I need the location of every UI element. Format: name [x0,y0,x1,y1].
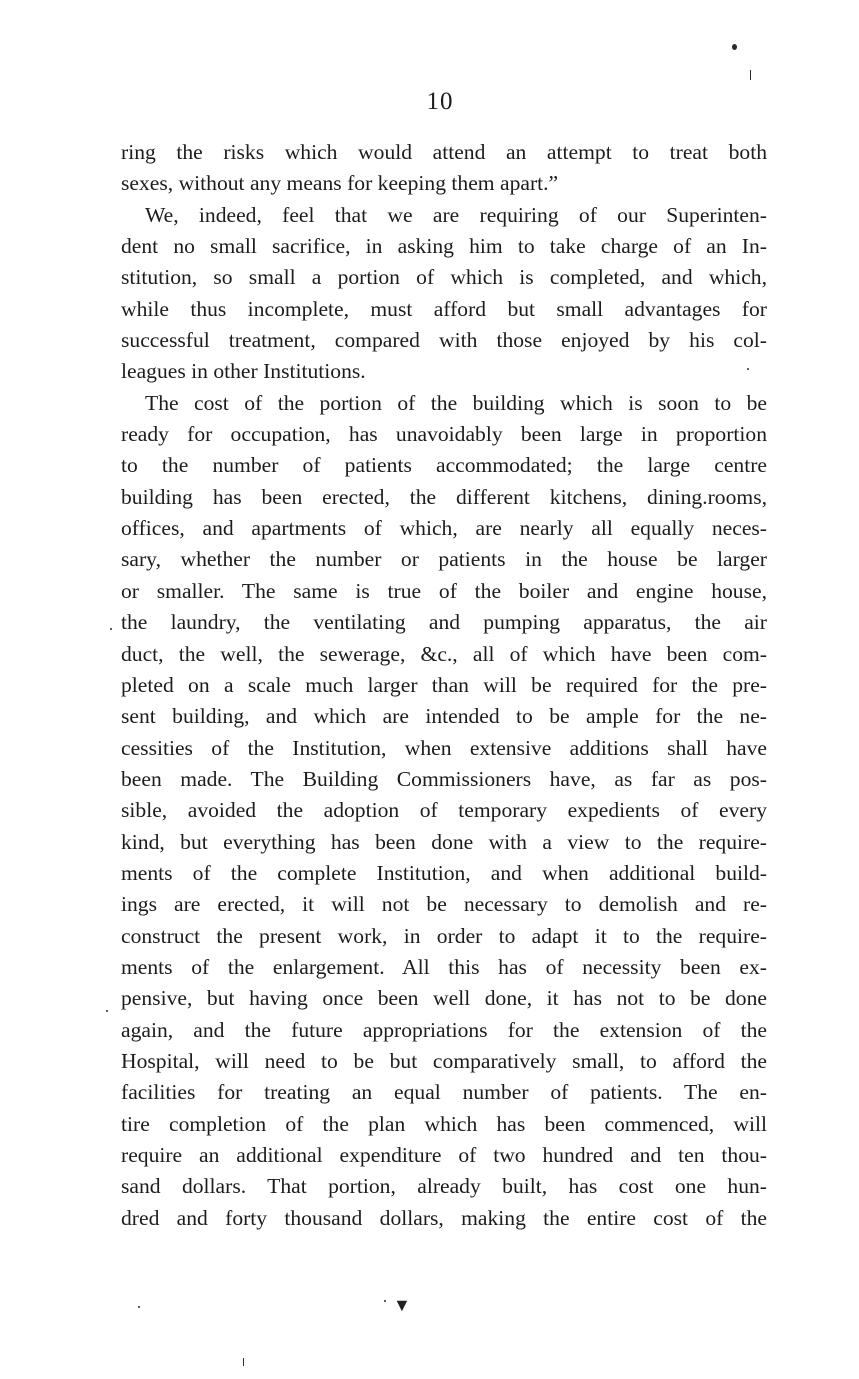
text-line: been made. The Building Commissioners have, as far as pos- [121,766,767,791]
text-line: while thus incomplete, must afford but small advantages for [121,296,767,321]
print-speck [110,628,112,630]
text-line: duct, the well, the sewerage, &c., all of which have been com- [121,641,767,666]
text-line: pleted on a scale much larger than will be required for the pre- [121,672,767,697]
page-number: 10 [426,88,454,115]
text-line: ready for occupation, has unavoidably been large in proportion [121,422,767,447]
text-line: again, and the future appropriations for the extension of the [121,1017,767,1042]
print-speck [750,70,751,80]
text-line: successful treatment, compared with those enjoyed by his col- [121,328,767,353]
text-line: dent no small sacrifice, in asking him to take charge of an In- [121,234,767,259]
text-line: Hospital, will need to be but comparatively small, to afford the [121,1048,767,1073]
print-speck [106,1010,108,1012]
text-line: offices, and apartments of which, are nearly all equally neces- [121,516,767,541]
text-line: We, indeed, feel that we are requiring of our Superinten- [145,202,767,227]
text-line: sible, avoided the adoption of temporary expedients of every [121,798,767,823]
text-line: ring the risks which would attend an attempt to treat both [121,140,767,164]
text-line: the laundry, the ventilating and pumping apparatus, the air [121,610,767,635]
text-line: stitution, so small a portion of which is completed, and which, [121,265,767,290]
text-line: cessities of the Institution, when extensive additions shall have [121,735,767,760]
print-speck [243,1358,244,1366]
text-line: ings are erected, it will not be necessary to demolish and re- [121,892,767,917]
text-line: leagues in other Institutions. [121,359,366,384]
text-line: sexes, without any means for keeping them apart.” [121,171,559,196]
print-speck [732,44,737,50]
text-line: ments of the complete Institution, and when additional build- [121,860,767,885]
text-line: building has been erected, the different kitchens, dining.rooms, [121,484,767,509]
print-mark: ▼ [393,1295,411,1315]
text-line: require an additional expenditure of two hundred and ten thou- [121,1143,767,1167]
text-line: tire completion of the plan which has been commenced, will [121,1111,767,1136]
text-line: The cost of the portion of the building which is soon to be [145,390,767,415]
print-speck [138,1306,140,1308]
text-line: kind, but everything has been done with a view to the require- [121,829,767,854]
text-line: dred and forty thousand dollars, making the entire cost of the [121,1205,767,1230]
print-speck [384,1300,386,1302]
text-line: to the number of patients accommodated; the large centre [121,453,767,478]
print-speck [747,368,749,370]
text-line: sand dollars. That portion, already built, has cost one hun- [121,1174,767,1199]
text-line: or smaller. The same is true of the boiler and engine house, [121,578,767,603]
body-text [121,137,767,1234]
text-line: sent building, and which are intended to be ample for the ne- [121,704,767,729]
text-line: construct the present work, in order to adapt it to the require- [121,923,767,948]
text-line: sary, whether the number or patients in the house be larger [121,547,767,572]
text-line: facilities for treating an equal number of patients. The en- [121,1080,767,1105]
text-line: pensive, but having once been well done, it has not to be done [121,986,767,1011]
text-line: ments of the enlargement. All this has of necessity been ex- [121,954,767,979]
